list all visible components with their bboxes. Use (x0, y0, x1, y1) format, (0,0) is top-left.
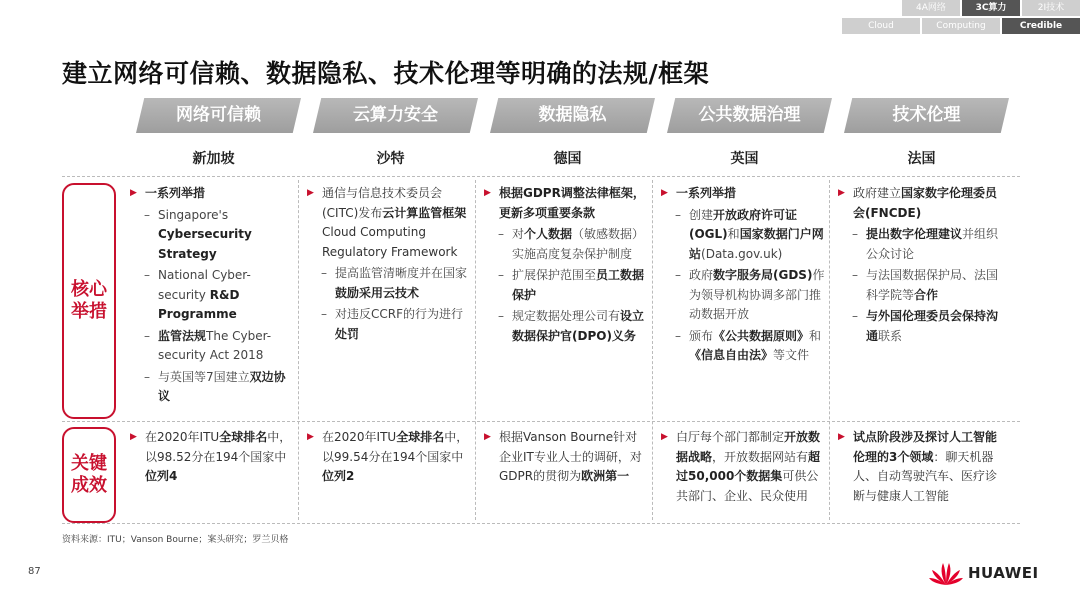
dash-bullet-icon: – (144, 369, 150, 384)
text-run: 开放数据战略 (676, 430, 821, 464)
text-run: 开放政府许可证(OGL) (689, 207, 798, 241)
page-number: 87 (28, 566, 41, 577)
text-run: 和 (809, 328, 822, 343)
row-label-results: 关键成效 (62, 427, 116, 523)
text-run: 《信息自由法》 (689, 348, 774, 362)
text-run: 与英国等7国建立 (158, 369, 250, 384)
text-run: 员工数据保护 (512, 268, 645, 302)
text-run: 一系列举措 (145, 186, 206, 200)
text-run: 中，以98.52分在194个国家中 (145, 430, 292, 464)
huawei-wordmark: HUAWEI (968, 564, 1039, 582)
dash-bullet-icon: – (498, 268, 504, 282)
bullet-triangle-icon: ▶ (661, 432, 668, 442)
measure-item (130, 184, 295, 204)
text-run: 联系 (878, 328, 903, 343)
measure-subitem (484, 225, 649, 264)
text-run: Cloud Computing Regulatory Framework (322, 225, 458, 259)
country-germany: 德国 (553, 151, 582, 167)
text-run: 国家数据门户网站 (689, 227, 824, 261)
text-run: 数字服务局(GDS) (713, 268, 813, 282)
column-header-data-privacy: 数据隐私 (490, 98, 655, 133)
text-run: 并组织公众讨论 (866, 227, 999, 261)
text-run: 提出数字伦理建议 (866, 227, 963, 241)
text-run: （敏感数据）实施高度复杂保护制度 (512, 227, 645, 261)
dash-bullet-icon: – (852, 268, 858, 282)
text-run: 《公共数据原则》 (713, 328, 810, 343)
text-run: 规定数据处理公司有 (512, 309, 621, 323)
text-run: 与外国伦理委员会保持沟通 (866, 309, 999, 343)
text-run: 通信与信息技术委员会(CITC)发布 (322, 186, 443, 220)
bullet-triangle-icon: ▶ (661, 188, 668, 198)
huawei-flower-icon (928, 560, 964, 586)
text-run: ：聊天机器人、自动驾驶汽车、医疗诊断与健康人工智能 (853, 449, 998, 503)
measures-cell-singapore (130, 184, 295, 407)
measure-item (838, 184, 1003, 223)
text-run: 欧洲第一 (581, 469, 630, 483)
nav-sub-computing[interactable]: Computing (922, 18, 1000, 34)
text-run: 位列4 (145, 469, 178, 483)
result-item (130, 428, 295, 487)
text-run: 一系列举措 (676, 186, 737, 200)
text-run: The Cyber-security Act 2018 (158, 328, 272, 362)
measure-subitem (838, 225, 1003, 264)
text-run: 设立数据保护官(DPO)义务 (512, 309, 645, 343)
column-header-public-data: 公共数据治理 (667, 98, 832, 133)
dash-bullet-icon: – (852, 227, 858, 241)
measure-item (661, 184, 826, 204)
measure-subitem (130, 368, 295, 407)
text-run: 试点阶段涉及探讨人工智能伦理的3个领域 (853, 430, 998, 464)
text-run: 监管法规 (158, 328, 207, 343)
text-run: 根据GDPR调整法律框架，更新多项重要条款 (499, 186, 645, 220)
dash-bullet-icon: – (675, 268, 681, 282)
results-cell-singapore (130, 428, 295, 487)
row-label-measures: 核心举措 (62, 183, 116, 419)
measure-subitem (307, 305, 472, 344)
divider (652, 180, 653, 520)
measure-subitem (130, 206, 295, 265)
bullet-triangle-icon: ▶ (838, 188, 845, 198)
measures-cell-france (838, 184, 1003, 346)
measure-subitem (661, 206, 826, 265)
divider (298, 180, 299, 520)
top-nav (900, 0, 1080, 16)
text-run: 颁布 (689, 328, 714, 343)
result-item (838, 428, 1003, 506)
text-run: 云计算监管框架 (382, 205, 467, 220)
country-saudi: 沙特 (376, 151, 405, 167)
dash-bullet-icon: – (498, 309, 504, 323)
dash-bullet-icon: – (144, 328, 150, 343)
divider (62, 421, 1020, 422)
nav-tab-network[interactable]: 4A网络 (902, 0, 960, 16)
results-cell-saudi (307, 428, 472, 487)
dash-bullet-icon: – (498, 227, 504, 241)
result-item (484, 428, 649, 487)
measure-item (307, 184, 472, 262)
text-run: 全球排名 (396, 430, 445, 444)
measure-subitem (661, 327, 826, 366)
text-run: 全球排名 (219, 430, 268, 444)
text-run: 国家数字伦理委员会(FNCDE) (853, 186, 998, 220)
dash-bullet-icon: – (675, 207, 681, 222)
text-run: 等文件 (773, 348, 810, 362)
country-uk: 英国 (730, 151, 759, 167)
text-run: 创建 (689, 207, 714, 222)
measure-subitem (838, 307, 1003, 346)
bullet-triangle-icon: ▶ (484, 432, 491, 442)
dash-bullet-icon: – (321, 307, 327, 321)
text-run: (Data.gov.uk) (701, 246, 783, 261)
column-header-cloud-security: 云算力安全 (313, 98, 478, 133)
text-run: 对违反CCRF的行为进行 (335, 307, 463, 321)
column-header-tech-ethics: 技术伦理 (844, 98, 1009, 133)
huawei-logo (928, 558, 1048, 588)
dash-bullet-icon: – (675, 328, 681, 343)
text-run: Singapore's (158, 207, 229, 222)
divider (829, 180, 830, 520)
column-header-network-trust: 网络可信赖 (136, 98, 301, 133)
results-cell-uk (661, 428, 826, 506)
nav-tab-technology[interactable]: 2I技术 (1022, 0, 1080, 16)
text-run: 中，以99.54分在194个国家中 (322, 430, 469, 464)
text-run: 处罚 (335, 326, 360, 341)
measures-cell-germany (484, 184, 649, 346)
nav-tab-computing[interactable]: 3C算力 (962, 0, 1020, 16)
text-run: 可供公共部门、企业、民众使用 (676, 469, 819, 503)
text-run: National Cyber-security (158, 268, 251, 302)
text-run: 在2020年ITU (145, 430, 220, 444)
measure-subitem (661, 266, 826, 325)
text-run: 双边协议 (158, 369, 286, 403)
dash-bullet-icon: – (144, 207, 150, 222)
text-run: 政府 (689, 268, 714, 282)
bullet-triangle-icon: ▶ (130, 432, 137, 442)
bullet-triangle-icon: ▶ (307, 432, 314, 442)
bullet-triangle-icon: ▶ (838, 432, 845, 442)
text-run: 与法国数据保护局、法国科学院等 (866, 268, 999, 302)
text-run: 根据Vanson Bourne针对企业IT专业人士的调研，对GDPR的贯彻为 (499, 430, 642, 483)
text-run: Cybersecurity Strategy (158, 227, 252, 261)
text-run: 位列2 (322, 469, 355, 483)
dash-bullet-icon: – (321, 266, 327, 280)
sub-nav (840, 18, 1080, 34)
text-run: 提高监管清晰度并在国家 (335, 266, 468, 280)
measure-subitem (130, 327, 295, 366)
measure-subitem (838, 266, 1003, 305)
results-cell-germany (484, 428, 649, 487)
bullet-triangle-icon: ▶ (130, 188, 137, 198)
text-run: R&D Programme (158, 287, 240, 321)
text-run: 白厅每个部门都制定 (676, 430, 785, 444)
text-run: 和 (727, 227, 740, 241)
nav-sub-cloud[interactable]: Cloud (842, 18, 920, 34)
page-title: 建立网络可信赖、数据隐私、技术伦理等明确的法规/框架 (62, 59, 710, 88)
result-item (661, 428, 826, 506)
results-cell-france (838, 428, 1003, 506)
divider (475, 180, 476, 520)
source-note: 资料来源：ITU；Vanson Bourne；案头研究；罗兰贝格 (62, 535, 289, 545)
dash-bullet-icon: – (852, 309, 858, 323)
nav-sub-credible[interactable]: Credible (1002, 18, 1080, 34)
text-run: 在2020年ITU (322, 430, 397, 444)
result-item (307, 428, 472, 487)
measures-cell-saudi (307, 184, 472, 344)
text-run: 作为领导机构协调多部门推动数据开放 (689, 268, 825, 321)
text-run: 鼓励采用云技术 (335, 285, 420, 300)
divider (62, 176, 1020, 177)
text-run: 超过50,000个数据集 (676, 449, 821, 483)
measure-subitem (130, 266, 295, 325)
text-run: 政府建立 (853, 186, 902, 200)
text-run: 扩展保护范围至 (512, 268, 597, 282)
measure-subitem (307, 264, 472, 303)
text-run: 对 (512, 227, 525, 241)
country-france: 法国 (907, 151, 936, 167)
text-run: 个人数据 (524, 227, 573, 241)
dash-bullet-icon: – (144, 268, 150, 282)
text-run: 合作 (914, 287, 939, 302)
text-run: ，开放数据网站有 (712, 449, 809, 464)
divider (62, 523, 1020, 524)
measure-subitem (484, 266, 649, 305)
measure-item (484, 184, 649, 223)
measures-cell-uk (661, 184, 826, 366)
bullet-triangle-icon: ▶ (484, 188, 491, 198)
country-singapore: 新加坡 (192, 151, 235, 167)
measure-subitem (484, 307, 649, 346)
bullet-triangle-icon: ▶ (307, 188, 314, 198)
